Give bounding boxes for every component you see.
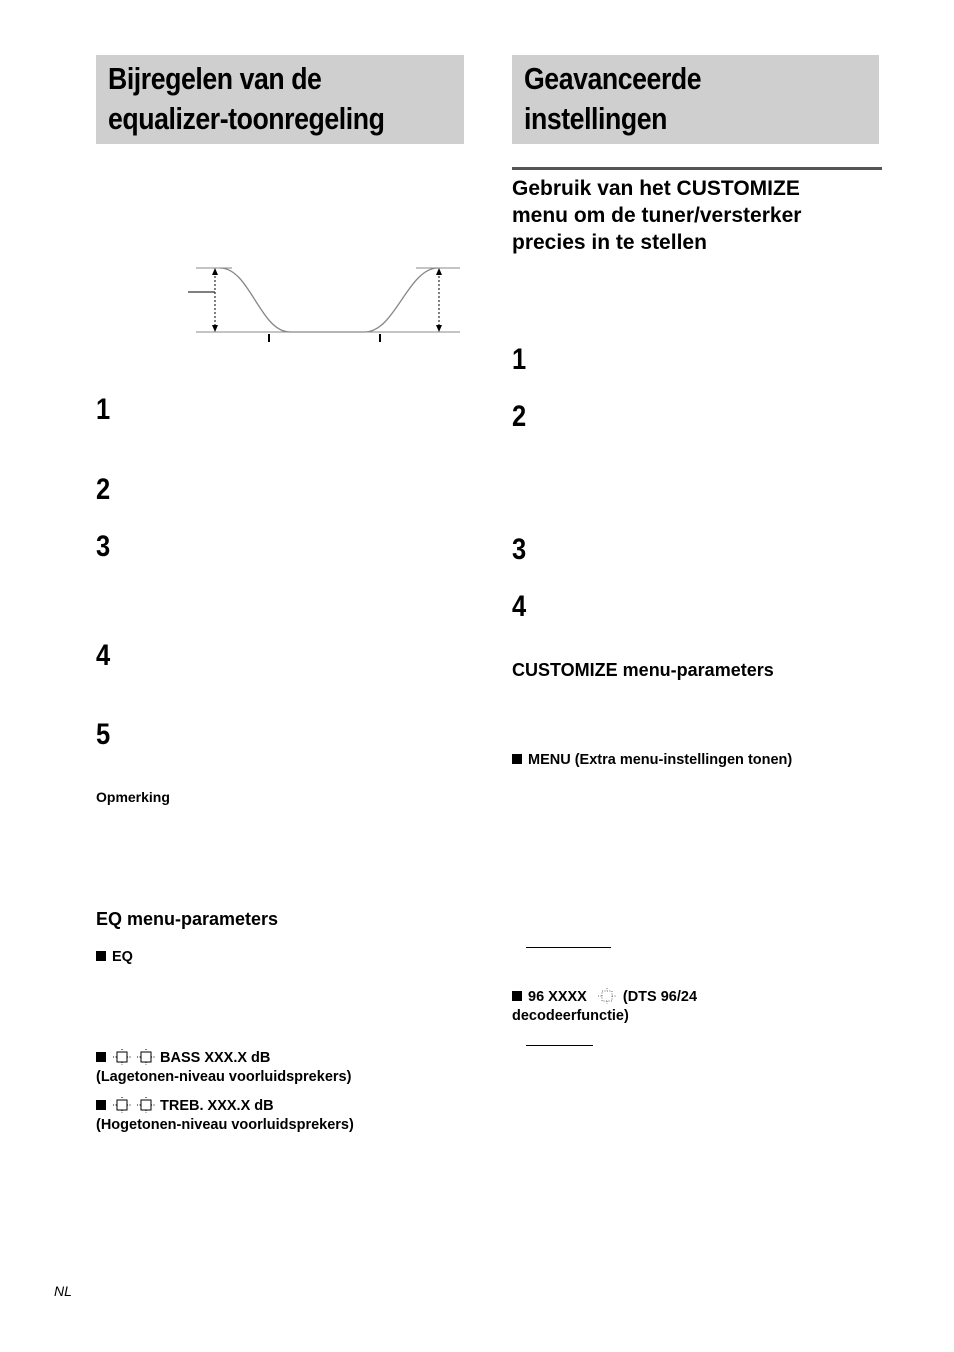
right-step-2: 2 (512, 400, 527, 433)
param-bass-desc: (Lagetonen-niveau voorluidsprekers) (96, 1069, 352, 1085)
param-96-desc-a: (DTS 96/24 (622, 989, 698, 1005)
param-bass (96, 1049, 351, 1087)
customize-params-heading: CUSTOMIZE menu-parameters (512, 660, 774, 680)
param-96 (512, 988, 697, 1026)
right-step-4: 4 (512, 590, 527, 623)
right-section-banner (512, 55, 879, 144)
speaker-indicator-icon (597, 988, 617, 1004)
right-banner-line2: instellingen (524, 101, 667, 136)
section-divider-rule (512, 167, 882, 170)
left-banner-line1: Bijregelen van de (108, 61, 322, 96)
left-banner-line2: equalizer-toonregeling (108, 101, 385, 136)
left-step-3: 3 (96, 530, 111, 563)
underline-rule (526, 947, 611, 948)
customize-subheading (512, 175, 801, 256)
param-eq (96, 948, 133, 967)
param-treb-desc: (Hogetonen-niveau voorluidsprekers) (96, 1117, 354, 1133)
right-step-3: 3 (512, 533, 527, 566)
param-96-label: 96 XXXX (528, 989, 587, 1005)
subhead-line1: Gebruik van het CUSTOMIZE (512, 177, 800, 200)
bullet-square (96, 951, 106, 961)
left-step-2: 2 (96, 473, 111, 506)
param-menu-label: MENU (Extra menu-instellingen tonen) (528, 752, 793, 768)
bullet-square (512, 754, 522, 764)
right-step-1: 1 (512, 343, 527, 376)
bullet-square (96, 1052, 106, 1062)
param-treb-label: TREB. XXX.X dB (160, 1098, 274, 1114)
subhead-line2: menu om de tuner/versterker (512, 204, 802, 227)
left-step-4: 4 (96, 639, 111, 672)
bullet-square (512, 991, 522, 1001)
page-language-tag: NL (54, 1283, 72, 1299)
bullet-square (96, 1100, 106, 1110)
param-bass-label: BASS XXX.X dB (160, 1050, 271, 1066)
param-96-desc-b: decodeerfunctie) (512, 1008, 629, 1024)
front-right-speaker-icon (136, 1097, 156, 1113)
front-left-speaker-icon (112, 1049, 132, 1065)
right-banner-line1: Geavanceerde (524, 61, 702, 96)
param-menu (512, 751, 792, 770)
left-step-5: 5 (96, 718, 111, 751)
param-eq-label: EQ (112, 949, 133, 965)
param-treb (96, 1097, 354, 1135)
eq-params-heading: EQ menu-parameters (96, 909, 279, 929)
note-label: Opmerking (96, 789, 170, 805)
left-step-1: 1 (96, 393, 111, 426)
eq-curve-diagram (180, 258, 465, 350)
front-right-speaker-icon (136, 1049, 156, 1065)
left-section-banner (96, 55, 464, 144)
underline-rule (526, 1045, 593, 1046)
subhead-line3: precies in te stellen (512, 231, 707, 254)
front-left-speaker-icon (112, 1097, 132, 1113)
